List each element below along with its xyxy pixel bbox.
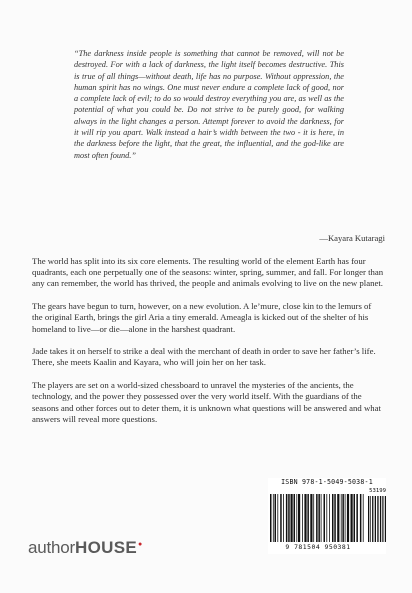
barcode-addon: 53199 <box>369 488 386 494</box>
logo-author: author <box>28 538 76 557</box>
synopsis-paragraph-3: Jade takes it on herself to strike a deal with the merchant of death in order to save her father’s life. There, she meets Kaalin and Kayara, who will join her on her task. <box>32 346 376 368</box>
synopsis-paragraph-1: The world has split into its six core elements. The resulting world of the element Earth has four quadrants, each one perpetually one of the seasons: winter, spring, summer, and fall. For longer than any can remember, the world has thrived, the people and animals evolving to live on the new planet. <box>32 256 384 289</box>
logo-house: HOUSE <box>75 538 137 557</box>
isbn-label: ISBN 978-1-5049-5038-1 <box>281 478 373 486</box>
barcode-number: 9 781504 950381 <box>285 543 351 551</box>
quote-attribution: —Kayara Kutaragi <box>319 233 385 243</box>
synopsis <box>32 256 384 436</box>
isbn-barcode <box>268 478 386 554</box>
publisher-logo <box>28 538 142 558</box>
synopsis-paragraph-2: The gears have begun to turn, however, on a new evolution. A le’mure, close kin to the lemurs of the original Earth, brings the girl Aria a tiny emerald. Ameagla is kicked out of the shelter of his homeland to live—or die—alone in the harshest quadrant. <box>32 301 372 334</box>
epigraph-quote: “The darkness inside people is something that cannot be removed, will not be destroyed. For with a lack of darkness, the light itself becomes destructive. This is true of all things—without death, life has no purpose. Without oppression, the human spirit has no wings. One must never endure a complete lack of good, nor a complete lack of evil; to do so would destroy everything you are, as well as the potential of what you could be. Do not strive to be purely good, for walking always in the light changes a person. Attempt forever to avoid the darkness, for it will rip you apart. Walk instead a hair’s width between the two - it is here, in the darkness before the light, that the great, the influential, and the god-like are most often found.” <box>74 49 344 160</box>
logo-dot-icon: ● <box>137 541 143 549</box>
synopsis-paragraph-4: The players are set on a world-sized chessboard to unravel the mysteries of the ancients, the technology, and the power they possessed over the very world itself. With the guardians of the seasons and other forces out to deter them, it is unknown what questions will be answered and what answers will reveal more questions. <box>32 380 381 424</box>
barcode-bars-icon <box>268 494 386 544</box>
